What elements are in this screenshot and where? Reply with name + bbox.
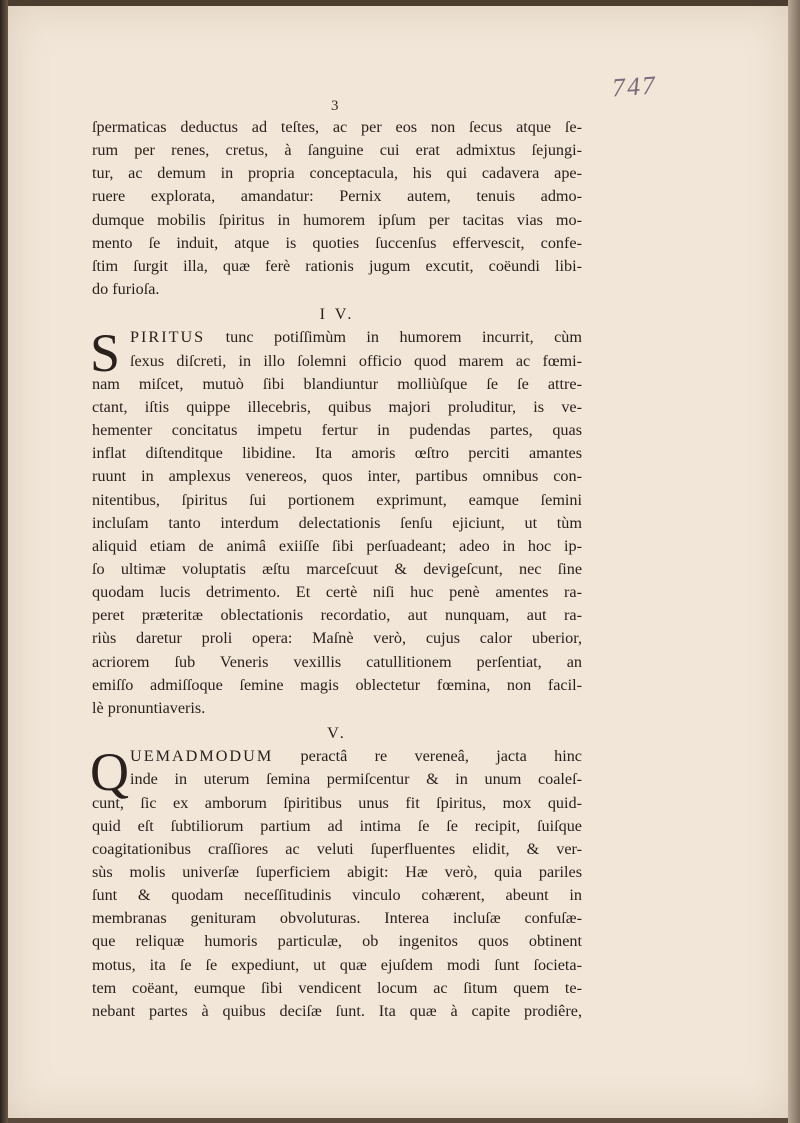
- text-line: rum per renes, cretus, à ſanguine cui erat admixtus ſejungi-: [92, 141, 582, 160]
- text-line: ſpermaticas deductus ad teſtes, ac per eos non ſecus atque ſe-: [92, 118, 582, 136]
- text-line: riùs daretur proli opera: Maſnè verò, cujus calor uberior,: [92, 629, 582, 648]
- text-line: tem coëant, eumque ſibi vendicent locum ac ſitum quem te-: [92, 978, 582, 997]
- text-line: peret præteritæ oblectationis recordatio, aut nunquam, aut ra-: [92, 606, 582, 625]
- text-line: coagitationibus craſſiores ac veluti ſuperfluentes elidit, & ver-: [92, 839, 582, 858]
- text-line: nebant partes à quibus deciſæ ſunt. Ita quæ à capite prodiêre,: [92, 1001, 582, 1020]
- page-edges: [788, 0, 800, 1123]
- text-line: tur, ac demum in propria conceptacula, his qui cadavera ape-: [92, 164, 582, 183]
- drop-cap: Q: [90, 742, 129, 803]
- text-line: ſunt & quodam neceſſitudinis vinculo cohærent, abeunt in: [92, 886, 582, 905]
- text-line: nam miſcet, mutuò ſibi blandiuntur molliùſque ſe ſe attre-: [92, 374, 582, 393]
- text-line: sùs molis univerſæ ſuperficiem abigit: Hæ verò, quia pariles: [92, 863, 582, 881]
- text-line: aliquid etiam de animâ exiiſſe ſibi perſuadeant; adeo in hoc ip-: [92, 536, 582, 555]
- text-line: ctant, iſtis quippe illecebris, quibus majori proluditur, is ve-: [92, 397, 582, 416]
- section-3-tail: [92, 116, 582, 301]
- text-line: quid eſt ſubtiliorum partium ad intima ſe ſe recipit, ſuiſque: [92, 816, 582, 835]
- section-heading-v: V.: [327, 724, 347, 743]
- text-line: lè pronuntiaveris.: [92, 698, 206, 717]
- text-line: acriorem ſub Veneris vexillis catullitionem perſentiat, an: [92, 652, 582, 671]
- section-5: [90, 742, 582, 1023]
- opening-word: UEMADMODUM: [130, 747, 274, 766]
- signature-mark: 3: [331, 98, 339, 114]
- section-4: [90, 323, 582, 720]
- text-line: ſtim ſurgit illa, quæ ferè rationis jugum excutit, coëundi libi-: [92, 256, 582, 275]
- opening-word: PIRITUS: [130, 328, 206, 347]
- text-line: nitentibus, ſpiritus ſui portionem exprimunt, eamque ſemini: [92, 490, 582, 509]
- text-line: dumque mobilis ſpiritus in humorem ipſum per tacitas vias mo-: [92, 210, 582, 229]
- text-line: ruunt in amplexus venereos, quos inter, partibus omnibus con-: [92, 467, 582, 486]
- body-text: [92, 116, 582, 1023]
- text-line: quodam lucis detrimento. Et certè niſi huc penè amentes ra-: [92, 583, 582, 602]
- text-line: ſexus diſcreti, in illo ſolemni officio quod marem ac fœmi-: [130, 351, 582, 370]
- text-line: cunt, ſic ex amborum ſpiritibus unus fit ſpiritus, mox quid-: [92, 793, 582, 812]
- text-line: inde in uterum ſemina permiſcentur & in unum coaleſ-: [130, 770, 582, 789]
- text-line: ruere explorata, amandatur: Pernix autem, tenuis admo-: [92, 187, 582, 206]
- text-line: inflat diſtenditque libidine. Ita amoris œſtro perciti amantes: [92, 444, 582, 463]
- folio-number: 747: [611, 70, 658, 103]
- section-heading-iv: I V.: [319, 305, 355, 324]
- text-line: [92, 745, 582, 768]
- text-line: membranas genituram obvoluturas. Interea incluſæ confuſæ-: [92, 909, 582, 928]
- text-line: incluſam tanto interdum delectationis ſenſu ejiciunt, ut tùm: [92, 513, 582, 532]
- text-line: emiſſo admiſſoque ſemine magis oblectetur fœmina, non facil-: [92, 675, 582, 694]
- text-line: hementer concitatus impetu fertur in pudendas partes, quas: [92, 421, 582, 440]
- book-gutter: [0, 0, 8, 1123]
- text-line: ſo ultimæ voluptatis æſtu marceſcuut & devigeſcunt, nec ſine: [92, 559, 582, 578]
- opening-line-rest: peractâ re vereneâ, jacta hinc: [273, 747, 582, 766]
- text-line: que reliquæ humoris particulæ, ob ingenitos quos obtinent: [92, 932, 582, 951]
- text-line: motus, ita ſe ſe expediunt, ut quæ ejuſdem modi ſunt ſocieta-: [92, 955, 582, 974]
- text-line: [92, 326, 582, 349]
- drop-cap: S: [90, 323, 121, 384]
- text-line: do furioſa.: [92, 280, 160, 299]
- text-line: mento ſe induit, atque is quoties ſuccenſus effervescit, confe-: [92, 233, 582, 252]
- opening-line-rest: tunc potiſſimùm in humorem incurrit, cùm: [205, 328, 582, 347]
